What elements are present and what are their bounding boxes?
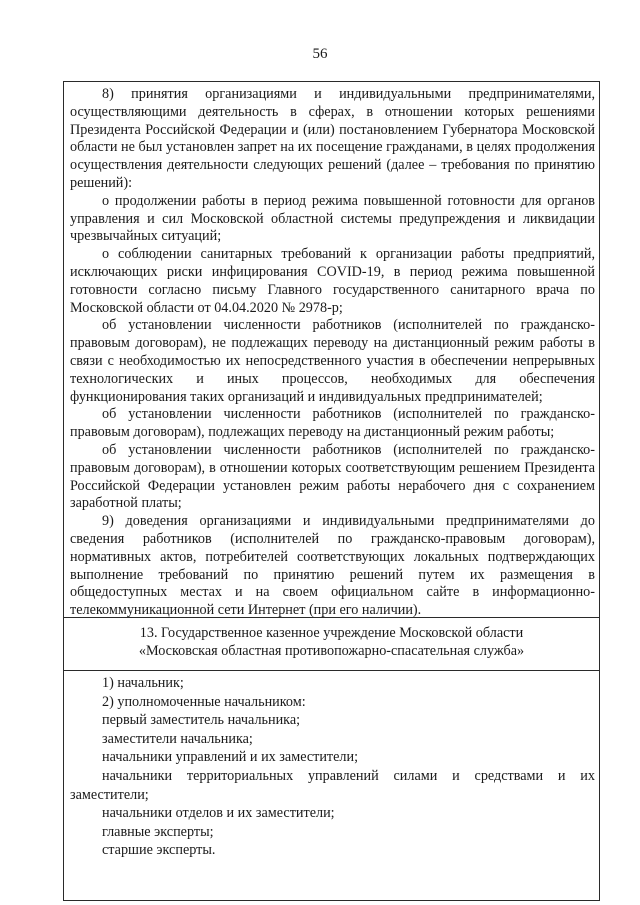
list-item: заместители начальника; — [102, 730, 253, 747]
institution-heading-line2: «Московская областная противопожарно-спасательная служба» — [138, 643, 525, 659]
paragraph: о продолжении работы в период режима повышенной готовности для органов управления и сил Московской областной системы предупреждения и ликвидации чрезвычайных ситуаций; — [70, 192, 595, 245]
list-item: начальники управлений и их заместители; — [102, 749, 359, 766]
institution-heading-cell — [64, 617, 599, 671]
list-item: первый заместитель начальника; — [102, 712, 301, 729]
requirements-cell — [64, 82, 599, 617]
paragraph: 9) доведения организациями и индивидуальными предпринимателями до сведения работников (исполнителей по гражданско-правовым договорам), нормативных актов, потребителей соответствующих локальных подтверждающих выполнение требований по принятию решений путем их размещения в общедоступных местах и на своем официальном сайте в информационно-телекоммуникационной сети Интернет (при его наличии). — [70, 513, 595, 619]
list-item: 1) начальник; — [102, 675, 184, 691]
list-item: 2) уполномоченные начальником: — [102, 693, 306, 710]
positions-cell — [64, 671, 599, 900]
list-item: начальники территориальных управлений силами и средствами и их заместители; — [70, 767, 595, 803]
paragraph: об установлении численности работников (исполнителей по гражданско-правовым договорам), подлежащих переводу на дистанционный режим работы; — [70, 406, 595, 441]
institution-heading-line1: 13. Государственное казенное учреждение Московской области — [139, 625, 524, 641]
document-table — [63, 81, 600, 901]
list-item: старшие эксперты. — [102, 842, 216, 859]
page-number: 56 — [312, 46, 328, 62]
paragraph: об установлении численности работников (исполнителей по гражданско-правовым договорам), не подлежащих переводу на дистанционный режим работы в связи с необходимостью их непосредственного участия в обеспечении непрерывных технологических и иных процессов, необходимых для обеспечения функционирования таких организаций и индивидуальных предпринимателей; — [70, 317, 595, 405]
paragraph: 8) принятия организациями и индивидуальными предпринимателями, осуществляющими деятельность в сферах, в отношении которых решениями Президента Российской Федерации и (или) постановлением Губернатора Московской области не был установлен запрет на их посещение гражданами, в целях продолжения осуществления деятельности следующих решений (далее – требования по принятию решений): — [70, 86, 595, 191]
paragraph: об установлении численности работников (исполнителей по гражданско-правовым договорам), в отношении которых соответствующим решением Президента Российской Федерации установлен режим работы нерабочего дня с сохранением заработной платы; — [70, 441, 595, 512]
paragraph: о соблюдении санитарных требований к организации работы предприятий, исключающих риски инфицирования COVID-19, в период режима повышенной готовности согласно письму Главного государственного санитарного врача по Московской области от 04.04.2020 № 2978-р; — [70, 246, 595, 316]
list-item: начальники отделов и их заместители; — [102, 805, 335, 822]
list-item: главные эксперты; — [102, 823, 214, 840]
